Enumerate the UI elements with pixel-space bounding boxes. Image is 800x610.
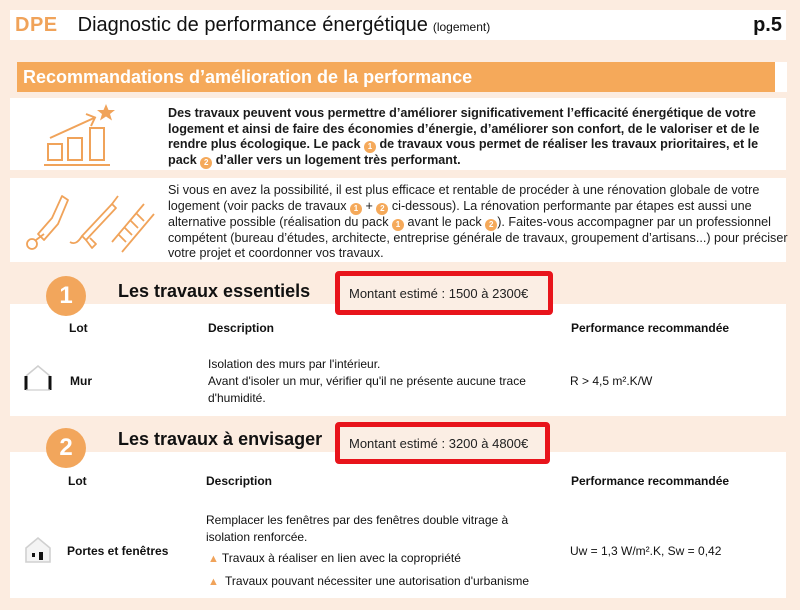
- column-header-lot: Lot: [69, 321, 88, 335]
- pack-1-badge: 1: [350, 203, 362, 215]
- page-number: p.5: [753, 13, 782, 36]
- info-text-benefits: Des travaux peuvent vous permettre d’améliorer significativement l’efficacité énergétique de votre logement et ainsi de faire des économies d’énergie, d’améliorer son confort, de le valoriser et de le rendre plus écologique. Le pack 1 de travaux vous permet de réaliser les travaux prioritaires, et le pack 2 d’aller vers un logement très performant.: [168, 106, 760, 167]
- lot-name: Portes et fenêtres: [67, 544, 169, 558]
- document-header: [10, 10, 786, 40]
- wall-house-icon: [23, 364, 53, 392]
- pack-2-amount: Montant estimé : 3200 à 4800€: [335, 422, 550, 464]
- pack-1-number: 1: [46, 276, 86, 316]
- section-title-banner: [17, 62, 775, 92]
- tools-icon: [18, 190, 158, 254]
- banner-end: [775, 62, 787, 92]
- doors-windows-house-icon: [24, 536, 52, 564]
- info-box-benefits: [10, 98, 786, 170]
- column-header-performance: Performance recommandée: [571, 474, 730, 488]
- pack-2-badge: 2: [200, 157, 212, 169]
- pack-2-title: Les travaux à envisager: [118, 429, 323, 449]
- pack-2-table: [10, 452, 786, 598]
- lot-name: Mur: [70, 374, 92, 388]
- pack-1-badge: 1: [364, 141, 376, 153]
- pack-1-title: Les travaux essentiels: [118, 281, 311, 301]
- lot-performance: Uw = 1,3 W/m².K, Sw = 0,42: [570, 544, 722, 558]
- column-header-description: Description: [208, 321, 275, 335]
- warning-item: ▲ Travaux pouvant nécessiter une autorisation d'urbanisme: [208, 574, 530, 588]
- document-subtitle: (logement): [432, 20, 491, 34]
- lot-performance: R > 4,5 m².K/W: [570, 374, 653, 388]
- pack-2-badge: 2: [485, 219, 497, 231]
- column-header-description: Description: [206, 474, 273, 488]
- lot-description: Isolation des murs par l'intérieur. Avant d'isoler un mur, vérifier qu'il ne présente aucune trace d'humidité.: [208, 357, 526, 405]
- info-box-renovation: [10, 178, 786, 262]
- warning-icon: ▲: [208, 576, 219, 588]
- pack-2-number: 2: [46, 428, 86, 468]
- column-header-lot: Lot: [68, 474, 87, 488]
- pack-1-amount: Montant estimé : 1500 à 2300€: [335, 271, 553, 315]
- info-text-renovation: Si vous en avez la possibilité, il est plus efficace et rentable de procéder à une rénovation globale de votre logement (voir packs de travaux 1 + 2 ci-dessous). La rénovation performante par étapes est aussi une alternative possible (réalisation du pack 1 avant le pack 2 ). Faites-vous accompagner par un professionnel compétent (bureau d’études, architecte, entreprise générale de travaux, groupement d’artisans...) pour préciser votre projet et coordonner vos travaux.: [168, 183, 788, 260]
- pack-1-badge: 1: [392, 219, 404, 231]
- lot-description: Remplacer les fenêtres par des fenêtres double vitrage à isolation renforcée.: [206, 513, 509, 544]
- pack-1-table: [10, 304, 786, 416]
- warning-icon: ▲: [208, 553, 219, 565]
- pack-2-badge: 2: [376, 203, 388, 215]
- growth-chart-star-icon: [40, 102, 130, 166]
- dpe-brand: DPE: [15, 13, 58, 36]
- column-header-performance: Performance recommandée: [571, 321, 730, 335]
- section-title: Recommandations d’amélioration de la performance: [23, 66, 473, 87]
- warning-item: ▲ Travaux à réaliser en lien avec la copropriété: [208, 551, 461, 565]
- document-title: Diagnostic de performance énergétique: [77, 13, 428, 36]
